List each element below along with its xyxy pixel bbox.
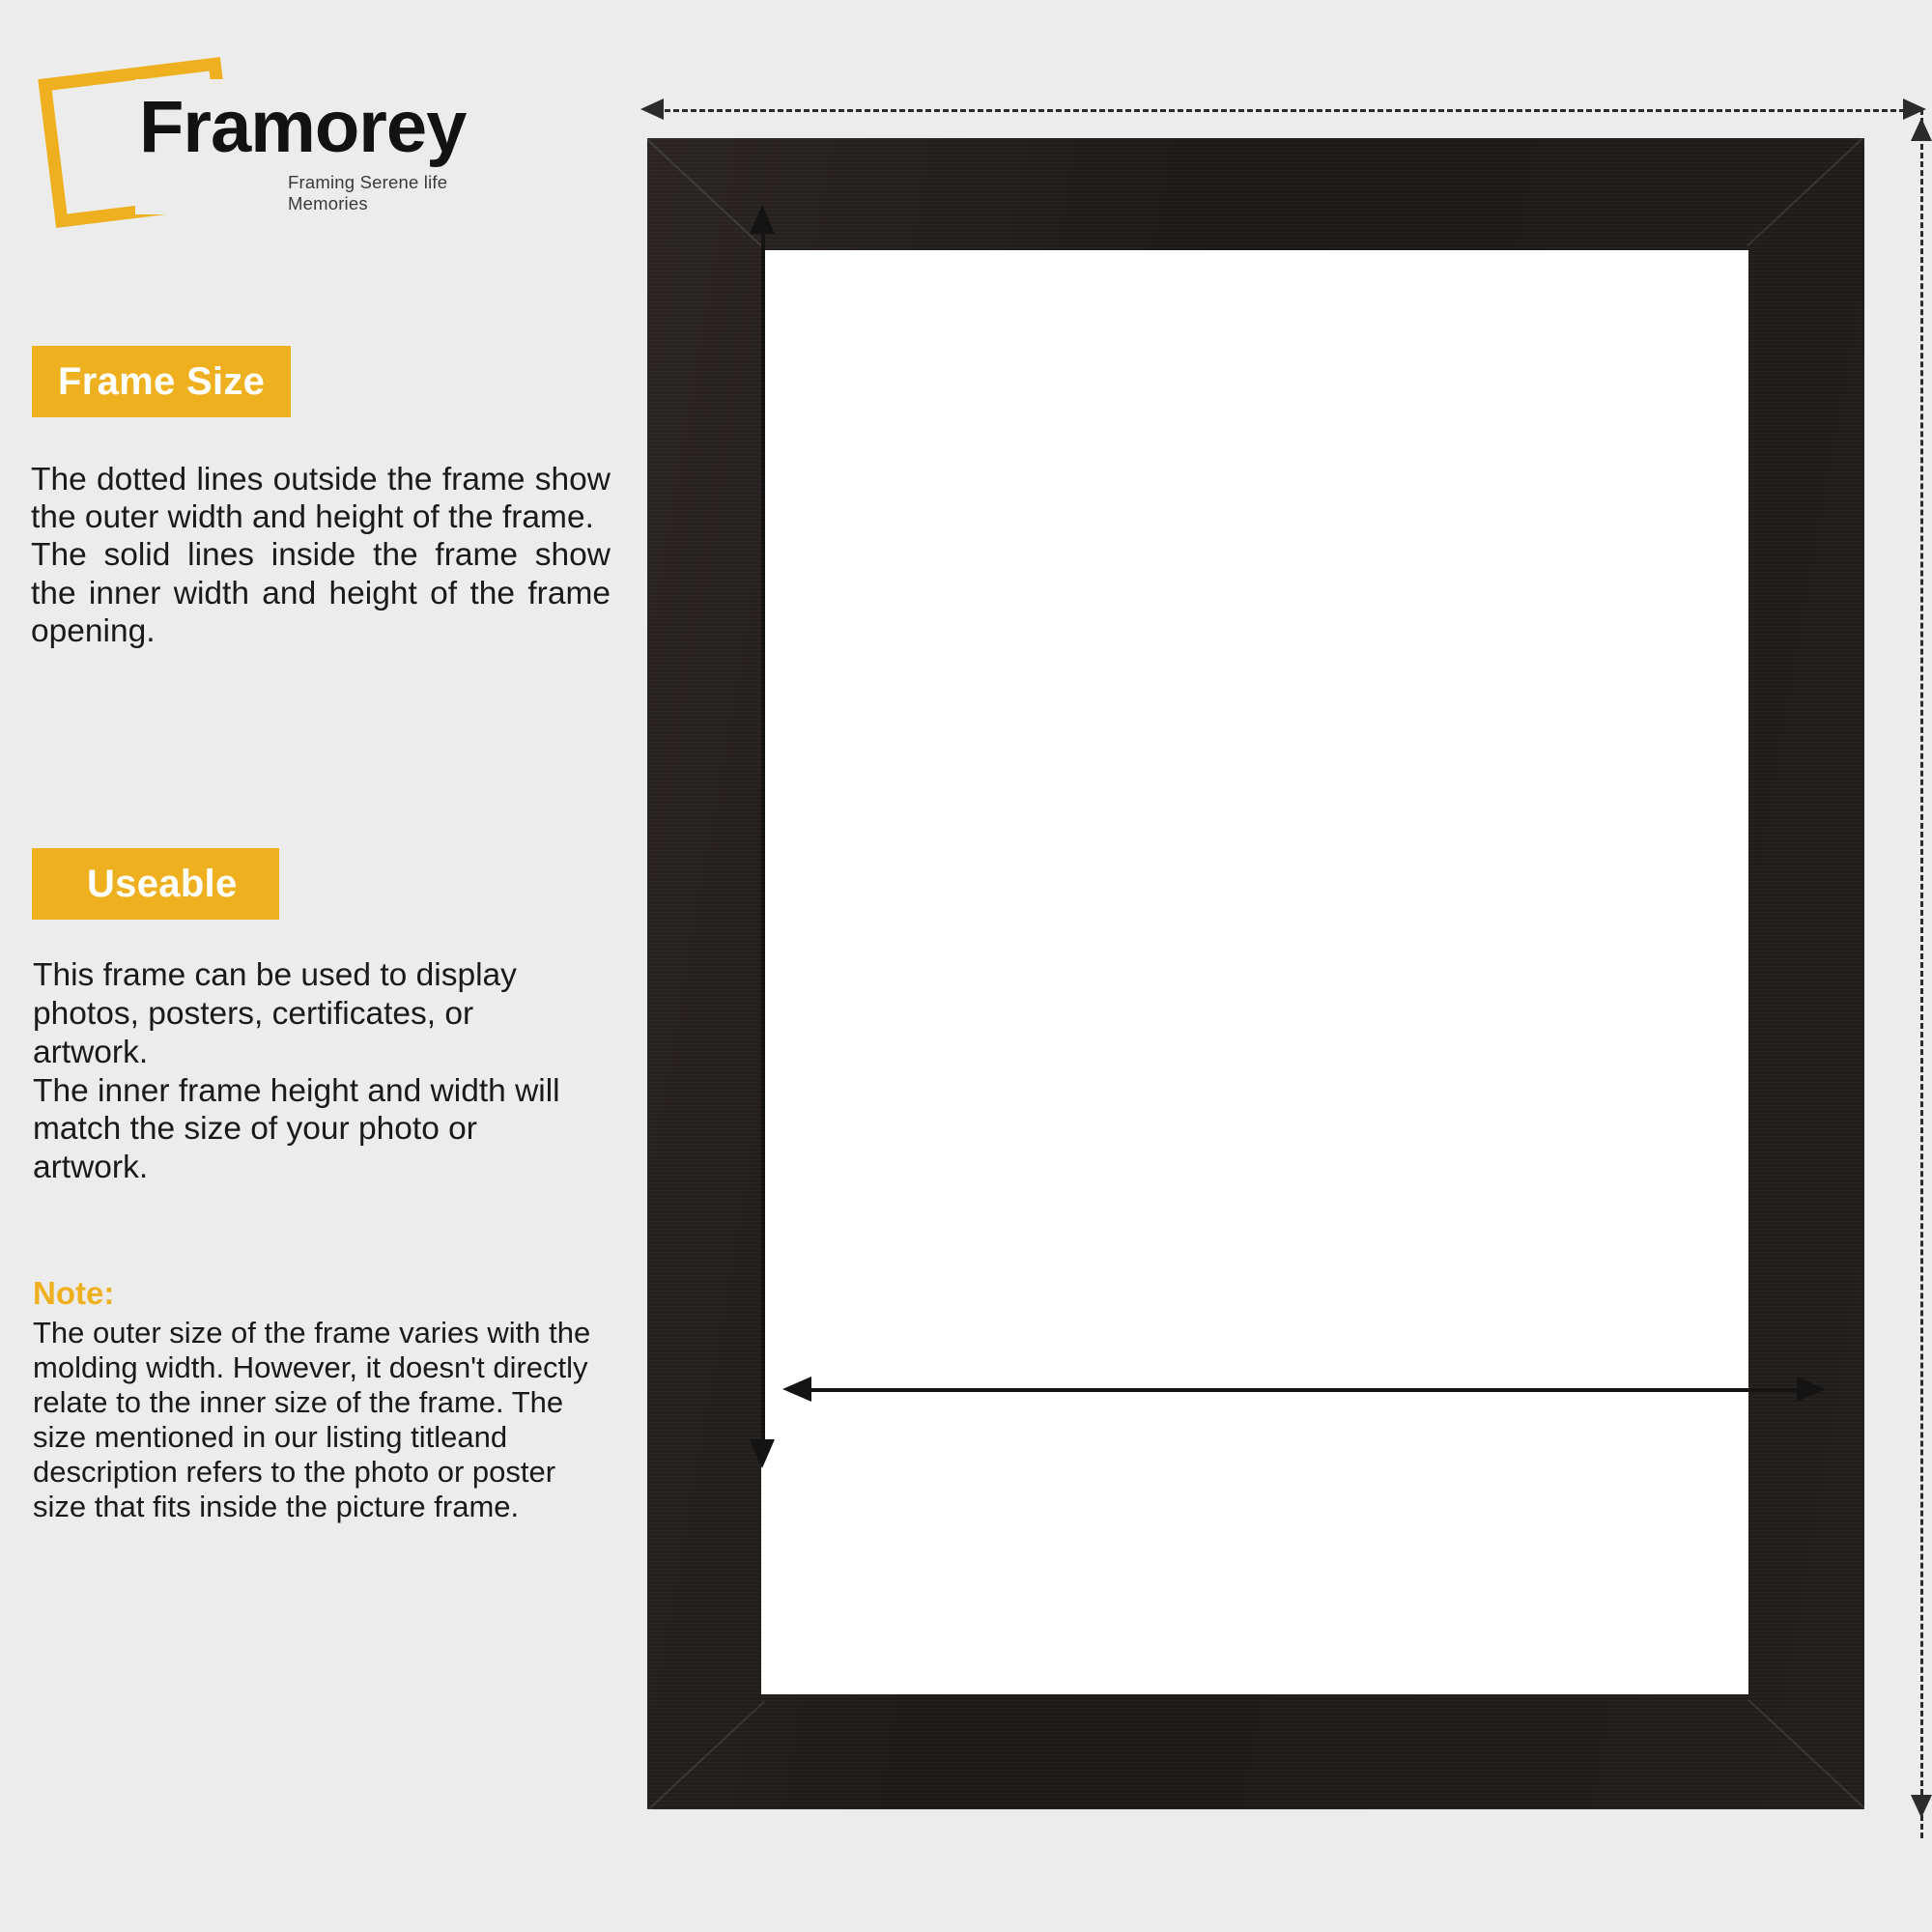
section-heading-useable: Useable bbox=[32, 848, 279, 920]
note-label: Note: bbox=[33, 1275, 115, 1311]
useable-description: This frame can be used to display photos, posters, certificates, or artwork. The inner frame height and width will match the size of your photo or artwork. bbox=[33, 957, 560, 1186]
inner-height-arrow-up-icon bbox=[750, 205, 775, 234]
outer-width-arrow-left-icon bbox=[640, 99, 664, 120]
inner-width-arrow-right-icon bbox=[1797, 1377, 1826, 1402]
mitre-joint-bottom-right bbox=[1747, 1699, 1865, 1809]
mitre-joint-bottom-left bbox=[647, 1700, 765, 1810]
frame-diagram bbox=[618, 0, 1932, 1932]
mitre-joint-top-right bbox=[1747, 137, 1864, 247]
section-heading-frame-size: Frame Size bbox=[32, 346, 291, 417]
note-description: The outer size of the frame varies with the molding width. However, it doesn't directly relate to the inner size of the frame. The size mentioned in our listing titleand description refers to the photo or poster size that fits inside the picture frame. bbox=[33, 1316, 591, 1523]
inner-height-line bbox=[761, 232, 765, 1439]
brand-tagline: Framing Serene life Memories bbox=[288, 172, 448, 213]
inner-width-line bbox=[811, 1388, 1797, 1392]
inner-height-arrow-down-icon bbox=[750, 1439, 775, 1468]
inner-width-arrow-left-icon bbox=[782, 1377, 811, 1402]
frame-size-description: The dotted lines outside the frame show the outer width and height of the frame. The solid lines inside the frame show the inner width and height of the frame opening. bbox=[31, 462, 611, 649]
outer-height-arrow-up-icon bbox=[1911, 118, 1932, 141]
brand-logo bbox=[46, 50, 529, 234]
info-panel bbox=[0, 0, 618, 1932]
brand-name: Framorey bbox=[139, 86, 467, 168]
mitre-joint-top-left bbox=[646, 138, 764, 248]
picture-frame-molding bbox=[647, 138, 1864, 1809]
outer-height-arrow-down-icon bbox=[1911, 1795, 1932, 1818]
outer-height-dashed-line bbox=[1920, 109, 1923, 1838]
frame-opening bbox=[761, 250, 1748, 1694]
outer-width-dashed-line bbox=[647, 109, 1922, 112]
